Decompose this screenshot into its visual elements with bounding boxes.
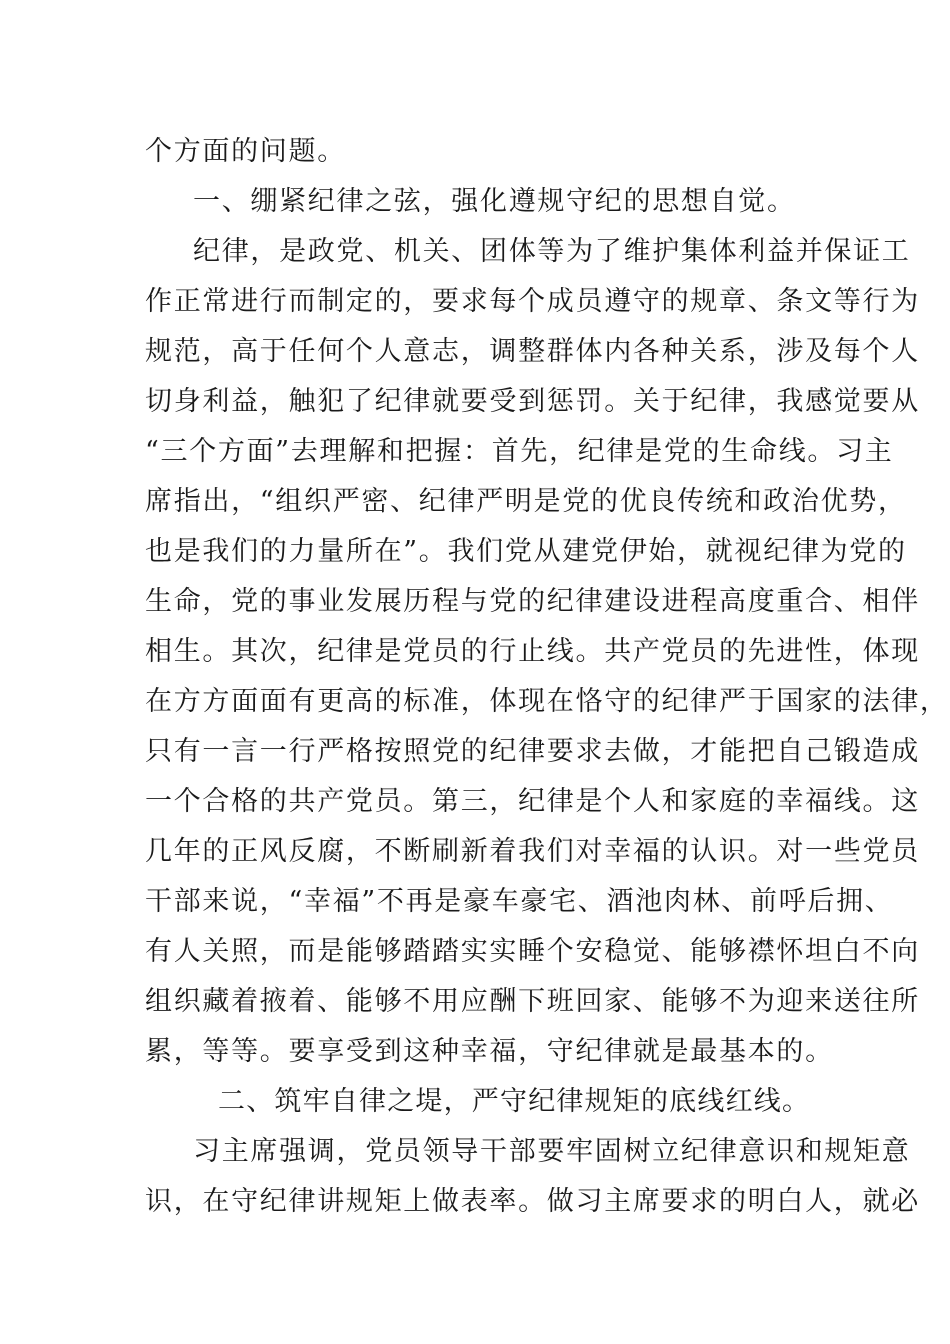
text-line-18: 组织藏着掖着、能够不用应酬下班回家、能够不为迎来送往所: [145, 986, 920, 1017]
text-line-10: 生命，党的事业发展历程与党的纪律建设进程高度重合、相伴: [145, 586, 920, 617]
text-line-21: 习主席强调，党员领导干部要牢固树立纪律意识和规矩意: [193, 1136, 911, 1167]
text-line-12: 在方方面面有更高的标准，体现在恪守的纪律严于国家的法律，: [145, 686, 949, 717]
text-line-17: 有人关照，而是能够踏踏实实睡个安稳觉、能够襟怀坦白不向: [145, 936, 920, 967]
text-line-15: 几年的正风反腐，不断刷新着我们对幸福的认识。对一些党员: [145, 836, 920, 867]
text-line-16: 干部来说，“幸福”不再是豪车豪宅、酒池肉林、前呼后拥、: [145, 886, 894, 917]
text-line-9: 也是我们的力量所在”。我们党从建党伊始，就视纪律为党的: [145, 536, 907, 567]
text-line-8: 席指出，“组织严密、纪律严明是党的优良传统和政治优势，: [145, 486, 907, 517]
text-line-19: 累，等等。要享受到这种幸福，守纪律就是最基本的。: [145, 1036, 834, 1067]
section-heading-2: 二、筑牢自律之堤，严守纪律规矩的底线红线。: [218, 1086, 811, 1117]
text-line-22: 识，在守纪律讲规矩上做表率。做习主席要求的明白人，就必: [145, 1186, 920, 1217]
text-line-6: 切身利益，触犯了纪律就要受到惩罚。关于纪律，我感觉要从: [145, 386, 920, 417]
text-line-5: 规范，高于任何个人意志，调整群体内各种关系，涉及每个人: [145, 336, 920, 367]
text-line-13: 只有一言一行严格按照党的纪律要求去做，才能把自己锻造成: [145, 736, 920, 767]
text-line-3: 纪律，是政党、机关、团体等为了维护集体利益并保证工: [193, 236, 911, 267]
text-line-7: “三个方面”去理解和把握：首先，纪律是党的生命线。习主: [145, 436, 894, 467]
text-line-4: 作正常进行而制定的，要求每个成员遵守的规章、条文等行为: [145, 286, 920, 317]
section-heading-1: 一、绷紧纪律之弦，强化遵规守纪的思想自觉。: [193, 186, 796, 217]
text-line-14: 一个合格的共产党员。第三，纪律是个人和家庭的幸福线。这: [145, 786, 920, 817]
text-line-11: 相生。其次，纪律是党员的行止线。共产党员的先进性，体现: [145, 636, 920, 667]
text-line-1: 个方面的问题。: [145, 136, 346, 167]
